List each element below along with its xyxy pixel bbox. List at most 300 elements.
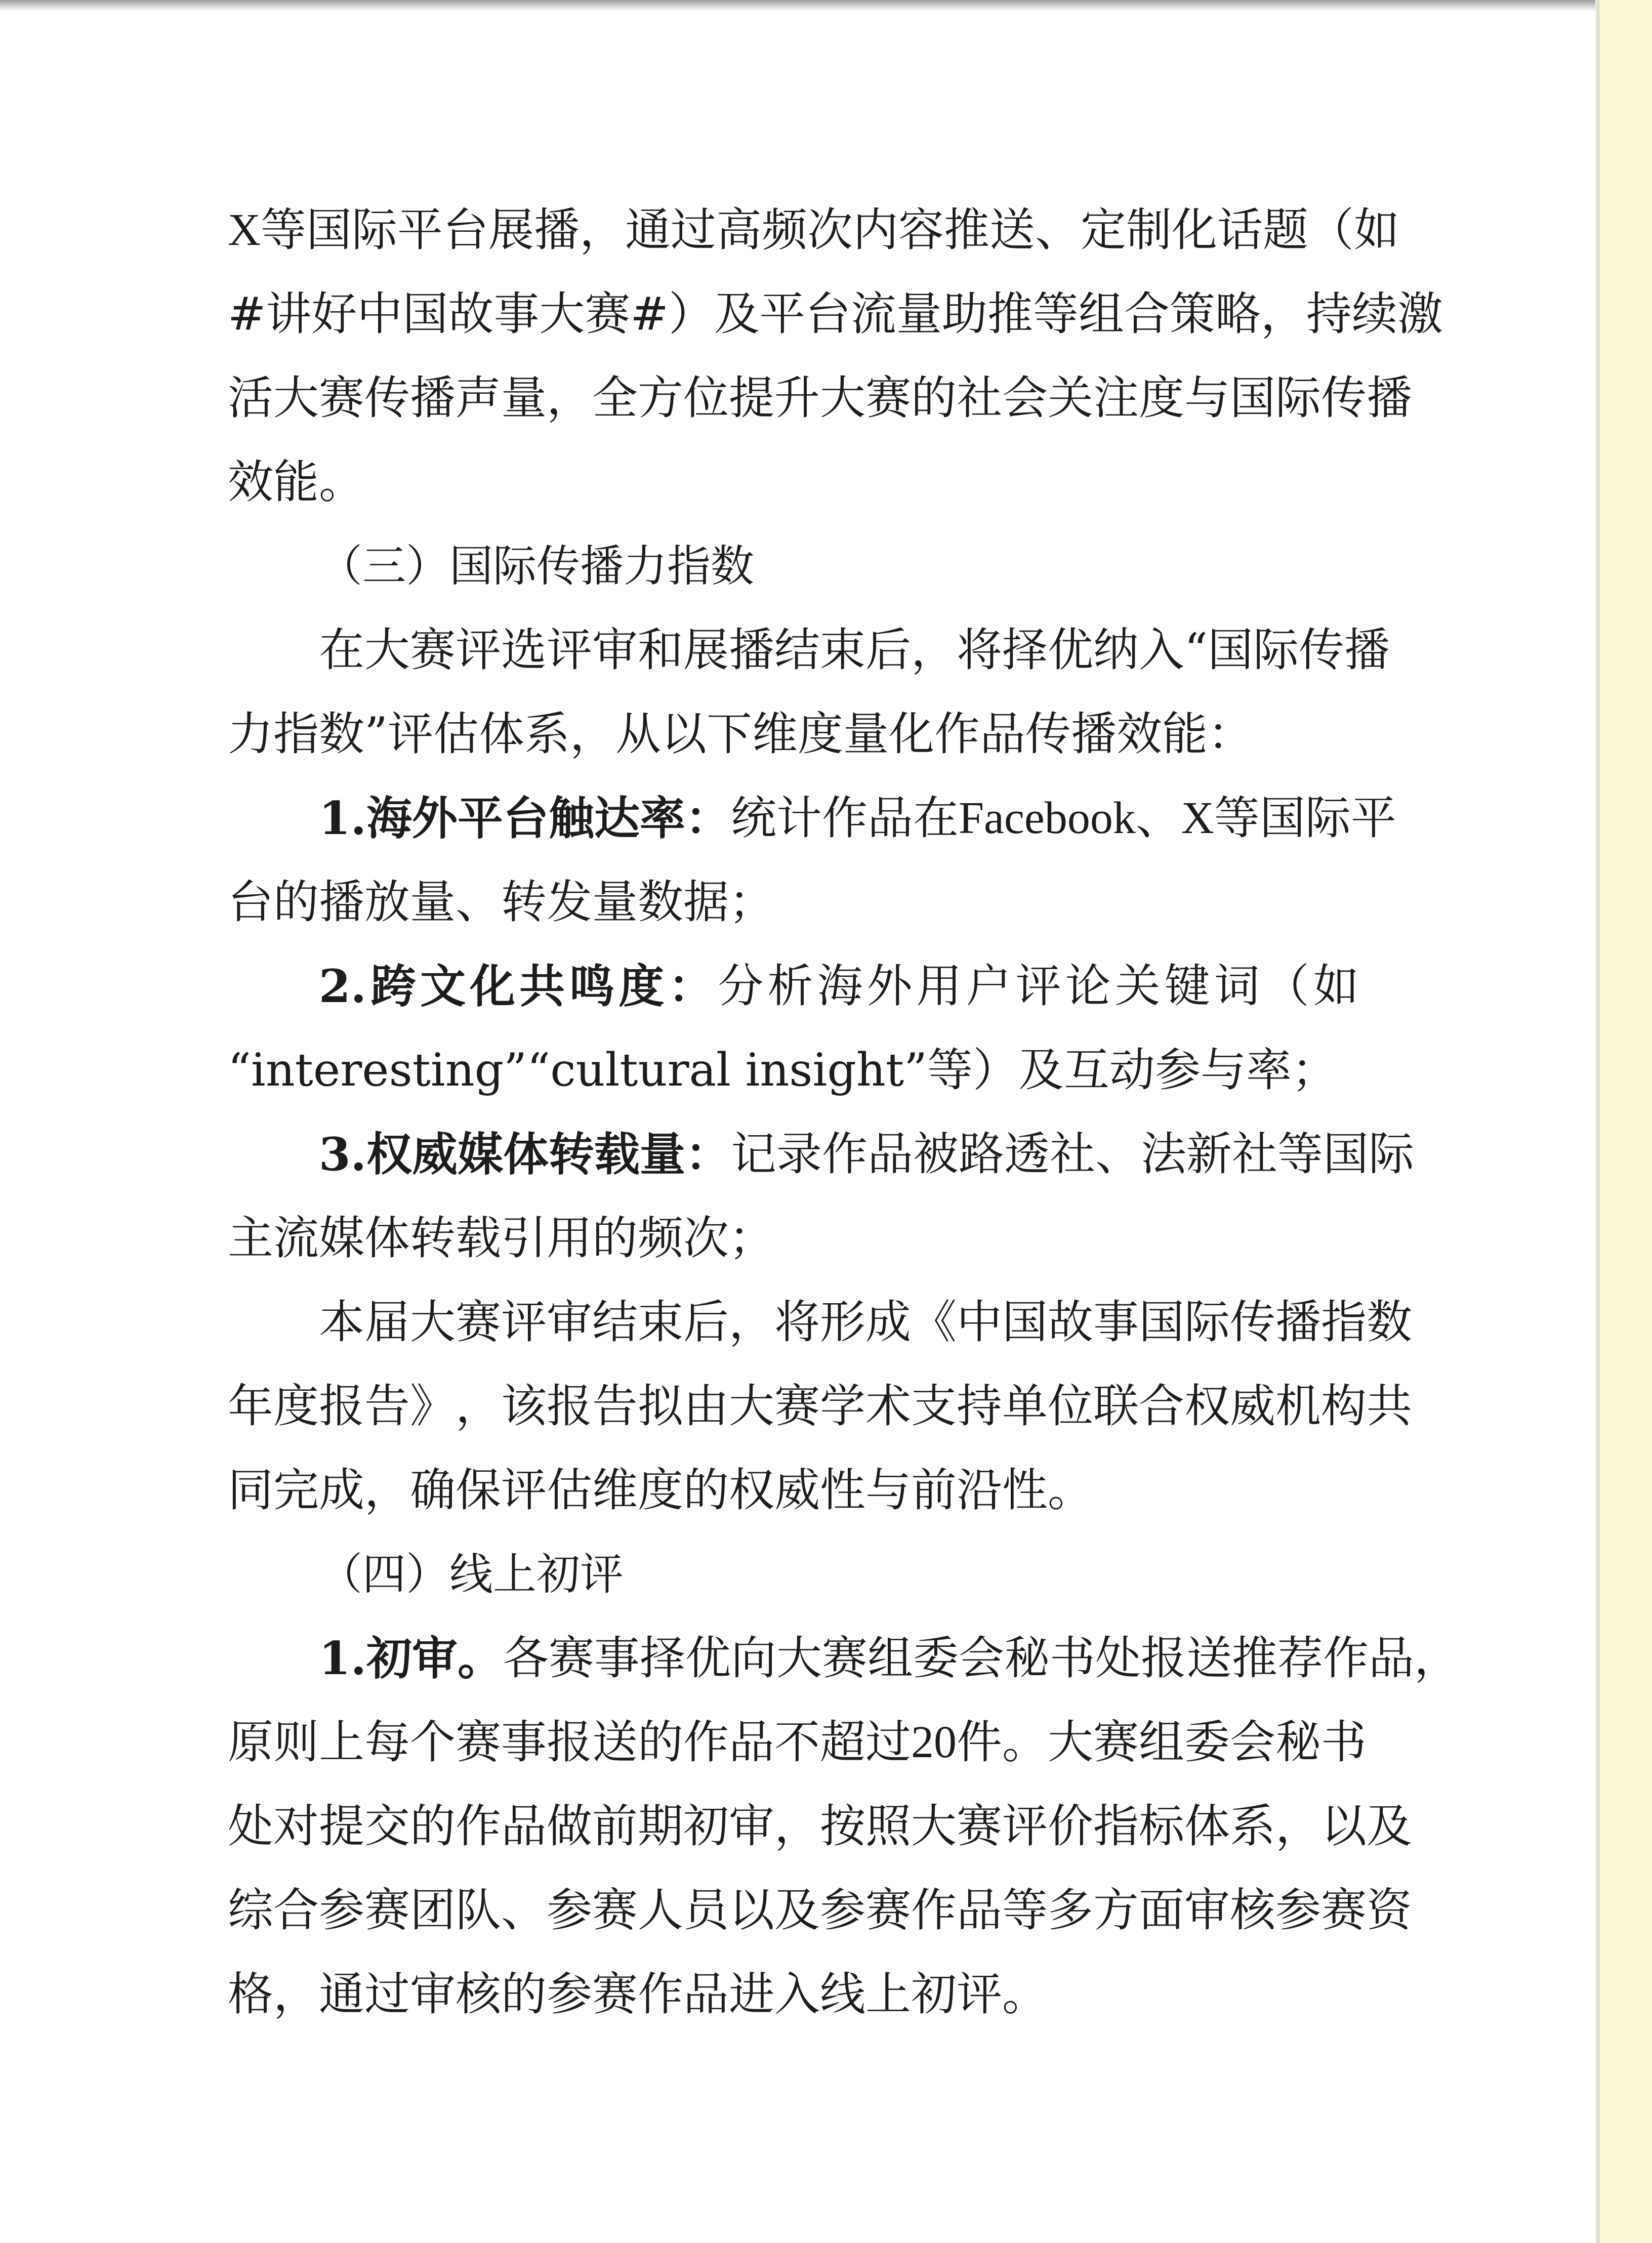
text-run: 束 [638, 1296, 683, 1349]
text-run: 播 [1367, 371, 1412, 425]
bold-label: ： [668, 960, 714, 1013]
text-run: 流 [850, 287, 896, 341]
text-run: # [630, 287, 669, 341]
text-run: 透 [1004, 1128, 1050, 1181]
text-run: 制 [1126, 203, 1172, 257]
text-run: 际 [352, 203, 397, 257]
text-run: 《 [911, 1296, 957, 1349]
text-run: 评 [501, 1296, 547, 1349]
text-run: 量 [896, 287, 942, 341]
text-run: 故 [1048, 1296, 1093, 1349]
text-run: 与 [1184, 371, 1230, 425]
text-run: 大 [776, 1632, 822, 1685]
background-sheet-strip [1599, 0, 1652, 2243]
bold-label: 台 [503, 792, 549, 845]
text-run: 度 [1139, 371, 1184, 425]
text-run: 展 [488, 203, 534, 257]
text-run: 如 [1354, 203, 1399, 257]
text-run: ， [1275, 1800, 1321, 1853]
text-line [228, 1616, 1460, 1700]
bold-label: 载 [594, 1128, 640, 1181]
section-heading [228, 1532, 1359, 1616]
text-line [228, 1112, 1414, 1196]
text-run: 播 [410, 371, 456, 425]
text-run: 析 [767, 960, 813, 1013]
text-run: 国 [1230, 371, 1275, 425]
text-run: ， [580, 203, 625, 257]
text-run: 高 [716, 203, 762, 257]
text-run: 会 [1230, 1716, 1275, 1769]
text-run: 等 [1214, 792, 1260, 845]
text-run: 如 [1313, 960, 1359, 1013]
text-run: 事 [493, 287, 540, 341]
text-run: 赛 [456, 1716, 501, 1769]
text-run: 事 [1093, 1296, 1139, 1349]
text-run: 参 [1275, 1884, 1321, 1937]
text-run: 主流媒体转载引用的频次； [228, 1212, 774, 1265]
text-line [228, 1028, 1359, 1112]
text-run: 赛 [1321, 1884, 1367, 1937]
text-run: 员 [683, 1884, 729, 1937]
text-run: 多 [1048, 1884, 1093, 1937]
text-run: 故 [448, 287, 494, 341]
text-run: 等 [1032, 287, 1079, 341]
text-run: 事 [501, 1716, 547, 1769]
text-run: 格，通过审核的参赛作品进入线上初评。 [228, 1968, 1048, 2021]
text-run: 频 [762, 203, 807, 257]
text-run: 大 [729, 1380, 774, 1433]
text-line [228, 692, 1359, 776]
text-run: 人 [638, 1884, 683, 1937]
text-run: 组 [867, 1632, 913, 1685]
text-run: 书 [1321, 1716, 1367, 1769]
bold-label: 3. [319, 1128, 366, 1181]
text-run: ， [1414, 1632, 1460, 1685]
text-run: 分 [718, 960, 764, 1013]
text-run: 组 [1139, 1716, 1184, 1769]
text-run: ， [911, 624, 957, 677]
text-line [228, 272, 1443, 356]
text-run: 标 [1139, 1800, 1184, 1853]
text-run: 个 [410, 1716, 456, 1769]
text-run: 大 [539, 287, 585, 341]
text-run: 略 [1215, 287, 1261, 341]
text-run: 推 [944, 203, 989, 257]
text-run: 评 [1002, 1800, 1048, 1853]
bold-label: 文 [420, 960, 466, 1013]
text-run: 法 [1140, 1128, 1186, 1181]
text-run: 处 [228, 1800, 273, 1853]
bold-label: 鸣 [569, 960, 615, 1013]
text-run: （四）线上初评 [319, 1549, 624, 1600]
text-run: 届 [364, 1296, 410, 1349]
text-run: 结 [774, 624, 820, 677]
text-run: 合 [1124, 287, 1170, 341]
bold-label: 量 [639, 1128, 685, 1181]
text-run: 论 [1065, 960, 1111, 1013]
text-run: （ [1308, 203, 1354, 257]
text-run: ， [456, 1380, 501, 1433]
text-run: 该 [501, 1380, 547, 1433]
text-run: 在 [913, 792, 959, 845]
text-line [228, 608, 1390, 692]
text-run: 上 [319, 1716, 364, 1769]
text-run: 超 [820, 1716, 865, 1769]
text-run: 秘 [1275, 1716, 1321, 1769]
document-body [228, 188, 1460, 2037]
text-run: 委 [1184, 1716, 1230, 1769]
text-run: 作 [821, 792, 868, 845]
text-run: 平 [397, 203, 443, 257]
text-run: 新 [1186, 1128, 1232, 1181]
text-run: 评 [456, 624, 501, 677]
text-run: 按 [820, 1800, 865, 1853]
text-run: 赛 [410, 624, 456, 677]
text-run: 录 [776, 1128, 822, 1181]
bold-label: 审 [411, 1632, 458, 1685]
text-run: 报 [319, 1380, 364, 1433]
text-run: 赛 [585, 287, 631, 341]
text-run: 讲 [266, 287, 312, 341]
text-run: 拟 [638, 1380, 683, 1433]
text-run: 前 [592, 1800, 638, 1853]
text-run: 各 [503, 1632, 549, 1685]
text-run: 处 [1095, 1632, 1141, 1685]
bold-label: 2. [319, 960, 366, 1013]
text-run: 被 [913, 1128, 959, 1181]
text-run: 系 [1230, 1800, 1275, 1853]
text-run: 及 [714, 287, 760, 341]
text-run: 赛 [592, 1884, 638, 1937]
text-run: 赛 [865, 371, 911, 425]
text-run: 大 [820, 371, 865, 425]
text-run: 书 [1049, 1632, 1095, 1685]
text-run: 国 [1208, 624, 1254, 677]
text-run: 际 [1305, 792, 1351, 845]
text-run: 播 [1275, 1296, 1321, 1349]
bold-label: 权 [366, 1128, 412, 1181]
text-run: 国 [1002, 1296, 1048, 1349]
text-run: 题 [1263, 203, 1308, 257]
text-run: 海 [817, 960, 863, 1013]
bold-label: 率 [639, 792, 685, 845]
text-run: 路 [958, 1128, 1004, 1181]
text-run: 指 [1321, 1296, 1367, 1349]
text-run: 活 [228, 371, 273, 425]
text-run: 及 [774, 1884, 820, 1937]
text-run: 。 [1002, 1716, 1048, 1769]
text-run: 播 [534, 203, 580, 257]
text-run: 构 [1321, 1380, 1367, 1433]
text-run: 优 [685, 1632, 731, 1685]
text-run: 传 [1230, 1296, 1275, 1349]
text-run: 记 [730, 1128, 776, 1181]
text-run: 后 [865, 624, 911, 677]
text-run: 传 [1321, 371, 1367, 425]
text-line [228, 776, 1396, 860]
text-run: 大 [410, 1296, 456, 1349]
text-run: 、 [1135, 792, 1181, 845]
text-run: ， [774, 1800, 820, 1853]
bold-label: ： [685, 792, 731, 845]
bold-label: 触 [548, 792, 594, 845]
text-run: 等 [261, 203, 306, 257]
text-run: 成 [865, 1296, 911, 1349]
text-run: 入 [1139, 624, 1184, 677]
text-run: 定 [1081, 203, 1126, 257]
text-run: 初 [683, 1800, 729, 1853]
text-run: 注 [1093, 371, 1139, 425]
page-top-edge [0, 0, 1599, 11]
text-line [228, 1280, 1412, 1364]
bold-label: 跨 [370, 960, 417, 1013]
text-run: 核 [1230, 1884, 1275, 1937]
text-run: 等 [1002, 1884, 1048, 1937]
text-run: 审 [592, 624, 638, 677]
text-run: 组 [1078, 287, 1124, 341]
text-line [228, 356, 1412, 440]
text-run: 由 [683, 1380, 729, 1433]
text-run: 播 [1344, 624, 1390, 677]
text-run: 力指数”评估体系，从以下维度量化作品传播效能： [228, 708, 1254, 761]
text-run: 国 [1259, 792, 1305, 845]
text-run: 度 [273, 1380, 319, 1433]
text-run: 关 [1114, 960, 1161, 1013]
text-run: 大 [364, 624, 410, 677]
text-run: （三）国际传播力指数 [319, 541, 754, 592]
text-line [228, 1196, 1359, 1280]
text-run: 术 [865, 1380, 911, 1433]
text-run: 台 [805, 287, 851, 341]
text-run: 价 [1048, 1800, 1093, 1853]
text-line [228, 944, 1359, 1028]
bold-label: 度 [618, 960, 665, 1013]
text-run: 送 [592, 1716, 638, 1769]
text-line [228, 188, 1399, 272]
bold-label: 海 [366, 792, 412, 845]
text-run: 平 [759, 287, 805, 341]
text-run: 化 [1172, 203, 1217, 257]
bold-label: 媒 [457, 1128, 503, 1181]
text-run: 告 [364, 1380, 410, 1433]
text-run: 本 [319, 1296, 364, 1349]
text-run: 的 [410, 1800, 456, 1853]
text-run: 结 [592, 1296, 638, 1349]
text-run: 后 [683, 1296, 729, 1349]
text-line [228, 1953, 1359, 2037]
text-run: 告 [592, 1380, 638, 1433]
text-run: 参 [820, 1884, 865, 1937]
text-run: X [228, 205, 261, 255]
text-run: 送 [1186, 1632, 1232, 1685]
text-run: “interesting”“cultural insight”等）及互动参与率； [228, 1044, 1338, 1097]
text-run: 次 [807, 203, 853, 257]
text-run: 会 [958, 1632, 1004, 1685]
text-run: 位 [683, 371, 729, 425]
text-run: 、 [501, 1884, 547, 1937]
text-run: 评 [1015, 960, 1061, 1013]
text-run: 报 [547, 1380, 592, 1433]
text-run: 品 [1368, 1632, 1414, 1685]
text-run: 赛 [821, 1632, 868, 1685]
text-run: 荐 [1277, 1632, 1323, 1685]
text-run: 传 [364, 371, 410, 425]
text-run: 单 [1002, 1380, 1048, 1433]
text-run: 送 [989, 203, 1035, 257]
text-run: 体 [1184, 1800, 1230, 1853]
text-run: 作 [456, 1800, 501, 1853]
text-run: 激 [1397, 287, 1443, 341]
text-run: 台的播放量、转发量数据； [228, 876, 774, 929]
text-run: 审 [1184, 1884, 1230, 1937]
text-run: 统 [730, 792, 776, 845]
text-run: 国 [402, 287, 448, 341]
text-run: 提 [319, 1800, 364, 1853]
text-line [228, 1364, 1412, 1448]
text-run: 作 [683, 1716, 729, 1769]
text-run: 原 [228, 1716, 273, 1769]
text-line [228, 1448, 1359, 1532]
text-run: 赛 [364, 1884, 410, 1937]
text-run: 审 [547, 1296, 592, 1349]
text-run: 共 [1367, 1380, 1412, 1433]
text-run: 面 [1139, 1884, 1184, 1937]
bold-label: 。 [457, 1632, 503, 1685]
text-run: 、 [1095, 1128, 1141, 1181]
bold-label: 威 [411, 1128, 458, 1181]
text-run: 好 [311, 287, 357, 341]
page-right-edge [1595, 0, 1599, 2243]
text-run: 社 [1049, 1128, 1095, 1181]
text-run: 赛 [456, 1296, 501, 1349]
text-run: 作 [1323, 1632, 1369, 1685]
text-line [228, 1784, 1412, 1868]
text-run: 赛 [774, 1380, 820, 1433]
text-run: 优 [1048, 624, 1093, 677]
text-run: 审 [729, 1800, 774, 1853]
text-run: ） [668, 287, 714, 341]
text-run: 推 [987, 287, 1033, 341]
text-run: 报 [547, 1716, 592, 1769]
text-run: 赛 [1093, 1716, 1139, 1769]
text-run: Facebook [958, 793, 1136, 843]
bold-label: ： [685, 1128, 731, 1181]
bold-label: 体 [503, 1128, 549, 1181]
text-run: 对 [273, 1800, 319, 1853]
text-run: 声 [456, 371, 501, 425]
text-run: 指 [1093, 1800, 1139, 1853]
text-run: 传 [1299, 624, 1345, 677]
text-run: 品 [867, 1128, 913, 1181]
bold-label: 1. [319, 1632, 366, 1685]
text-run: 社 [1231, 1128, 1277, 1181]
text-run: 际 [1275, 371, 1321, 425]
text-run: 升 [774, 371, 820, 425]
text-run: 社 [957, 371, 1002, 425]
text-run: 和 [638, 624, 683, 677]
text-run: 期 [638, 1800, 683, 1853]
text-run: 量 [501, 371, 547, 425]
text-run: 展 [683, 624, 729, 677]
text-run: 提 [729, 371, 774, 425]
text-run: 关 [1048, 371, 1093, 425]
text-run: 、 [1035, 203, 1081, 257]
text-run: 将 [774, 1296, 820, 1349]
text-run: 参 [319, 1884, 364, 1937]
text-run: 事 [594, 1632, 640, 1685]
text-run: 方 [1093, 1884, 1139, 1937]
text-run: 则 [273, 1716, 319, 1769]
text-run: 赛 [957, 1800, 1002, 1853]
text-run: ， [1260, 287, 1306, 341]
text-run: 做 [547, 1800, 592, 1853]
text-run: 以 [1321, 1800, 1367, 1853]
text-run: 际 [1368, 1128, 1414, 1181]
text-run: 效能。 [228, 455, 364, 509]
bold-label: 平 [457, 792, 503, 845]
text-run: 束 [820, 624, 865, 677]
text-run: 的 [911, 371, 957, 425]
text-run: 不 [774, 1716, 820, 1769]
text-run: 品 [729, 1716, 774, 1769]
text-run: 20 [911, 1717, 957, 1767]
text-run: 赛 [548, 1632, 594, 1685]
text-run: 大 [1048, 1716, 1093, 1769]
text-run: 品 [867, 792, 913, 845]
text-run: 续 [1351, 287, 1397, 341]
text-run: 委 [913, 1632, 959, 1685]
text-run: 等 [1277, 1128, 1323, 1181]
text-line [228, 440, 1359, 524]
text-run: 国 [1323, 1128, 1369, 1181]
text-run: 持 [1306, 287, 1352, 341]
text-run: 每 [364, 1716, 410, 1769]
text-run: 用 [916, 960, 962, 1013]
text-run: 交 [364, 1800, 410, 1853]
text-run: 评 [547, 624, 592, 677]
text-run: 形 [820, 1296, 865, 1349]
text-run: 播 [729, 624, 774, 677]
text-run: 联 [1093, 1380, 1139, 1433]
text-run: 及 [1367, 1800, 1412, 1853]
text-run: 赛 [319, 371, 364, 425]
text-run: 位 [1048, 1380, 1093, 1433]
text-run: 的 [638, 1716, 683, 1769]
text-run: 品 [957, 1884, 1002, 1937]
text-run: ， [729, 1296, 774, 1349]
bold-label: 共 [519, 960, 565, 1013]
text-run: 机 [1275, 1380, 1321, 1433]
text-run: 推 [1231, 1632, 1277, 1685]
text-run: ， [547, 371, 592, 425]
bold-label: 达 [594, 792, 640, 845]
text-run: 品 [501, 1800, 547, 1853]
text-run: 平 [1350, 792, 1396, 845]
text-line [228, 1700, 1367, 1784]
text-run: 国 [1139, 1296, 1184, 1349]
text-run: 持 [957, 1380, 1002, 1433]
text-run: 选 [501, 624, 547, 677]
text-run: 大 [911, 1800, 957, 1853]
text-run: 照 [865, 1800, 911, 1853]
text-run: 际 [1253, 624, 1299, 677]
text-run: 作 [821, 1128, 868, 1181]
text-run: 通 [625, 203, 671, 257]
text-run: 报 [1140, 1632, 1186, 1685]
section-heading [228, 524, 1359, 608]
text-run: 助 [941, 287, 987, 341]
text-run: 词 [1214, 960, 1260, 1013]
